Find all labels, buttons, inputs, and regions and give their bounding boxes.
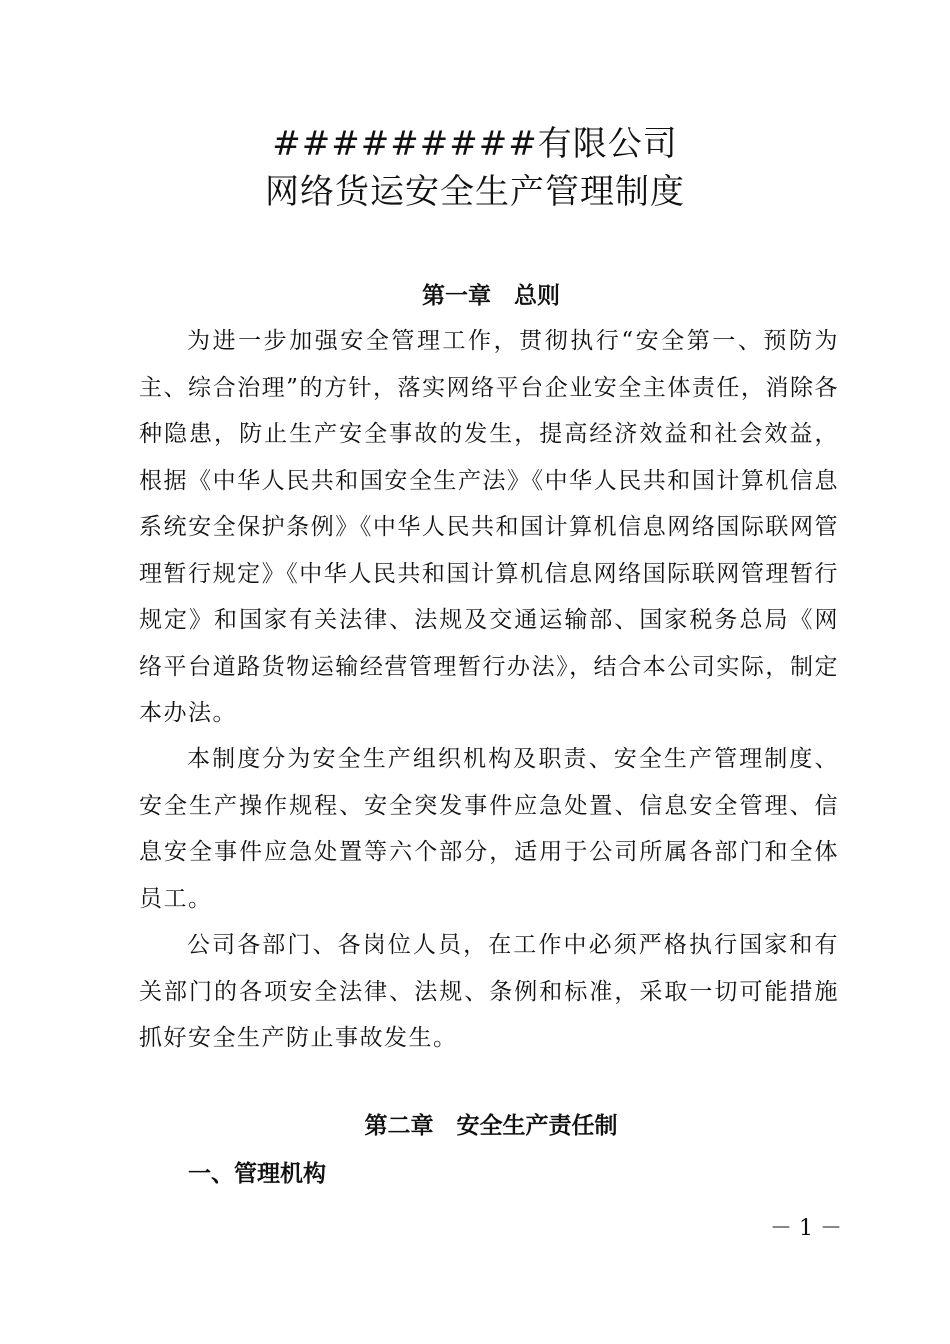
paragraph-3-text: 公司各部门、各岗位人员，在工作中必须严格执行国家和有关部门的各项安全法律、法规、条例和标准，采取一切可能措施抓好安全生产防止事故发生。 xyxy=(139,932,839,1051)
paragraph-1-text: 为进一步加强安全管理工作，贯彻执行“安全第一、预防为主、综合治理”的方针，落实网络平台企业安全主体责任，消除各种隐患，防止生产安全事故的发生，提高经济效益和社会效益，根据《中华人民共和国安全生产法》《中华人民共和国计算机信息系统安全保护条例》《中华人民共和国计算机信息网络国际联网管理暂行规定》《中华人民共和国计算机信息网络国际联网管理暂行规定》和国家有关法律、法规及交通运输部、国家税务总局《网络平台道路货物运输经营管理暂行办法》，结合本公司实际，制定本办法。 xyxy=(139,328,839,726)
paragraph-2-text: 本制度分为安全生产组织机构及职责、安全生产管理制度、安全生产操作规程、安全突发事件应急处置、信息安全管理、信息安全事件应急处置等六个部分，适用于公司所属各部门和全体员工。 xyxy=(139,746,839,912)
title-regulation-line: 网络货运安全生产管理制度 xyxy=(265,172,685,212)
document-title xyxy=(0,120,950,216)
paragraph-3 xyxy=(139,922,839,1062)
paragraph-2 xyxy=(139,736,839,922)
page-number: － 1 － xyxy=(770,1216,842,1241)
chapter-1-heading: 第一章 总则 xyxy=(422,283,560,309)
chapter-2-heading: 第二章 安全生产责任制 xyxy=(364,1113,618,1139)
paragraph-1 xyxy=(139,318,839,737)
title-company-line: #########有限公司 xyxy=(272,124,678,164)
section-1-heading: 一、管理机构 xyxy=(188,1161,326,1187)
